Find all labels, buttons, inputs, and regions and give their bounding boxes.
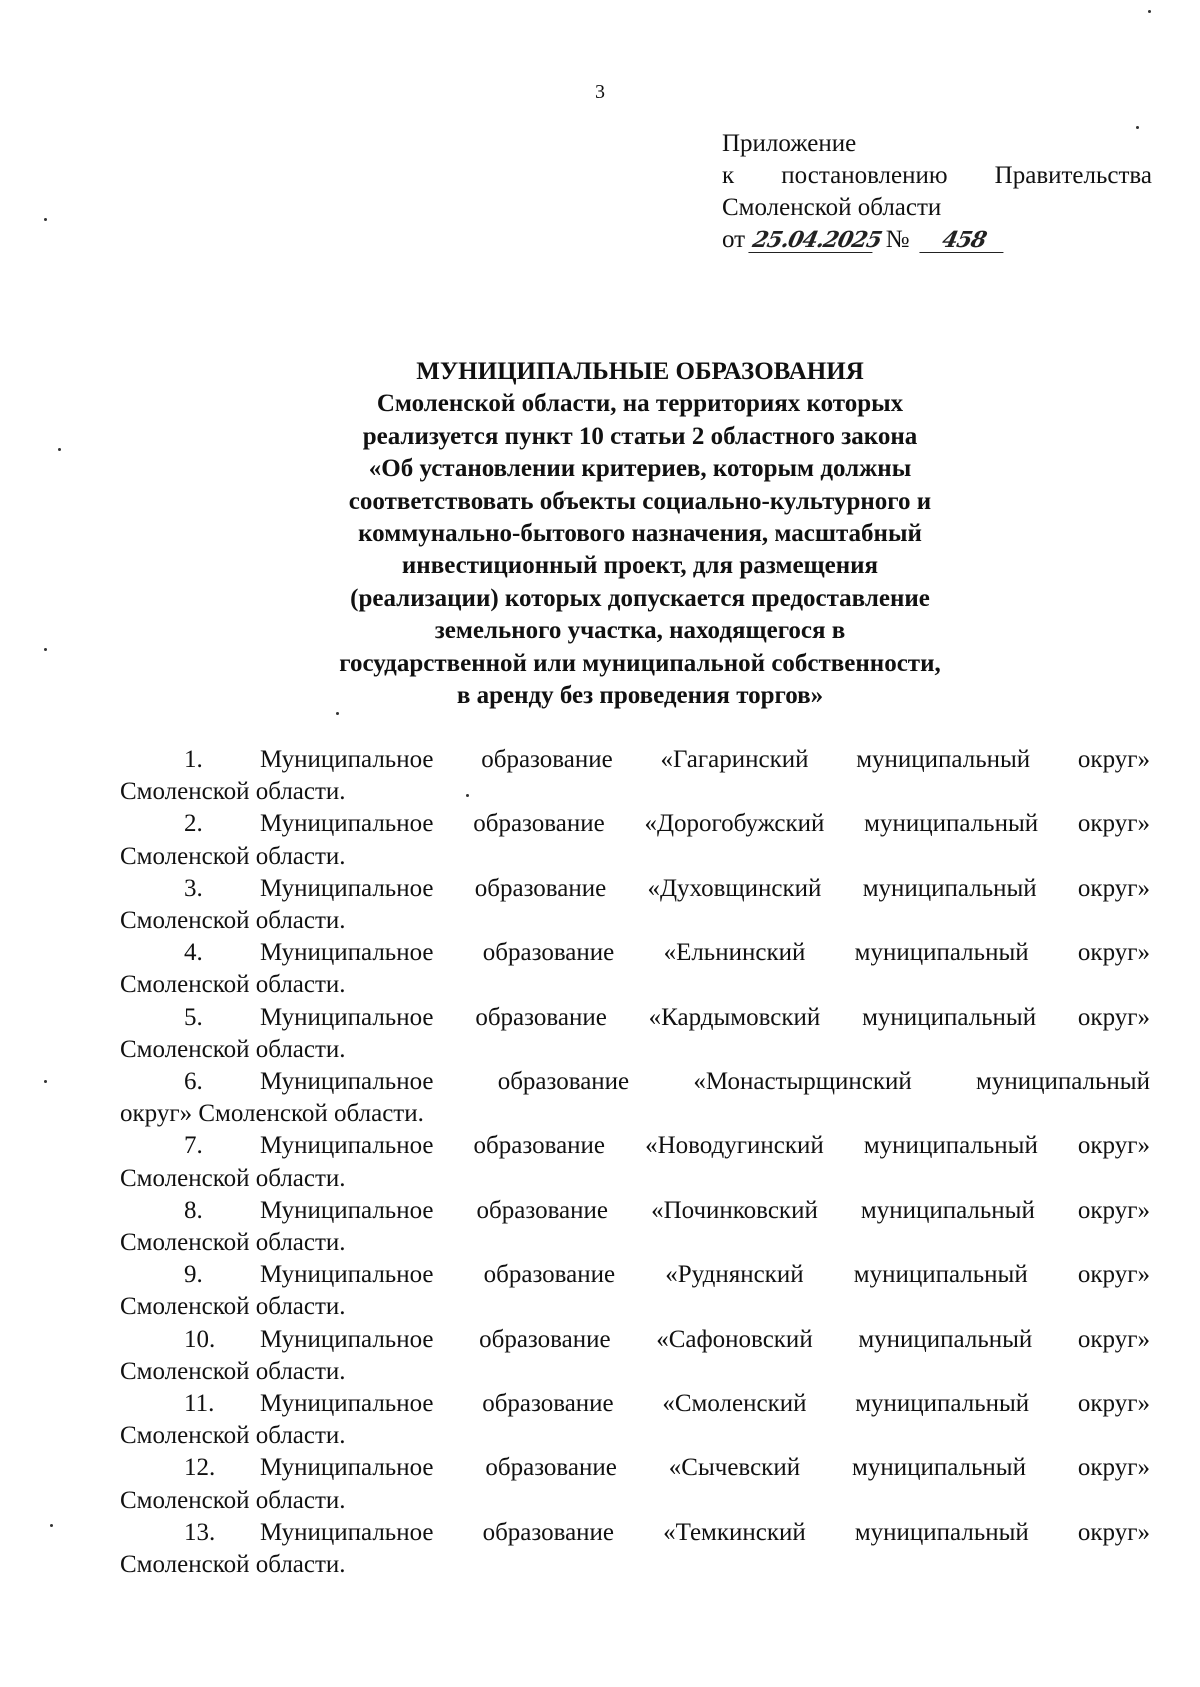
list-item-word: «Дорогобужский — [644, 810, 825, 838]
list-item — [120, 1130, 1150, 1194]
list-item-word: округ» — [1077, 1261, 1150, 1289]
list-item-first-line — [120, 1324, 1150, 1356]
list-item-word: Муниципальное — [260, 1132, 434, 1160]
list-item-lead — [184, 1130, 433, 1162]
list-item-number: 11. — [184, 1390, 215, 1418]
list-item-first-line — [120, 1066, 1150, 1098]
list-item-word: образование — [482, 1390, 614, 1418]
list-item-word: «Темкинский — [663, 1518, 806, 1546]
appendix-word: постановлению — [781, 162, 948, 189]
list-item — [120, 1002, 1150, 1066]
list-item-word: муниципальный — [976, 1068, 1150, 1096]
list-item-first-line — [120, 1130, 1150, 1162]
list-item-word: «Починковский — [651, 1196, 818, 1224]
list-item-word: Муниципальное — [260, 810, 434, 838]
list-item-word: Муниципальное — [260, 1196, 434, 1224]
title-line: «Об установлении критериев, которым должны — [368, 455, 912, 483]
list-item-word: «Руднянский — [665, 1261, 804, 1289]
list-item-word: муниципальный — [860, 1196, 1035, 1224]
municipality-list — [120, 744, 1150, 1581]
list-item — [120, 1517, 1150, 1581]
title-line: МУНИЦИПАЛЬНЫЕ ОБРАЗОВАНИЯ — [416, 358, 864, 385]
list-item-number: 8. — [184, 1196, 203, 1224]
from-label: от — [722, 226, 746, 253]
list-item-continuation: Смоленской области. — [120, 1035, 346, 1063]
list-item-word: округ» — [1077, 1196, 1150, 1224]
list-item-number: 10. — [184, 1325, 216, 1353]
list-item-word: «Духовщинский — [647, 874, 822, 902]
list-item-continuation: округ» Смоленской области. — [120, 1100, 424, 1128]
list-item-word: образование — [497, 1068, 630, 1096]
list-item-word: образование — [473, 1132, 606, 1160]
list-item-lead — [184, 1324, 433, 1356]
list-item-word: «Сафоновский — [656, 1325, 813, 1353]
list-item-first-line — [120, 1002, 1150, 1034]
list-item-first-line — [120, 1259, 1150, 1291]
list-item-number: 2. — [184, 810, 203, 838]
list-item-word: образование — [481, 746, 613, 773]
title-line: инвестиционный проект, для размещения — [401, 552, 879, 580]
scan-speck — [1148, 10, 1151, 13]
list-item — [120, 1259, 1150, 1323]
list-item-lead — [184, 1452, 433, 1484]
list-item-number: 3. — [184, 874, 203, 902]
list-item-continuation: Смоленской области. — [120, 842, 346, 870]
scan-speck — [58, 448, 61, 451]
list-item-first-line — [120, 873, 1150, 905]
handwritten-number: 458 — [919, 228, 1008, 253]
list-item-word: образование — [482, 1518, 615, 1546]
list-item-word: «Кардымовский — [648, 1003, 821, 1031]
list-item-number: 7. — [184, 1132, 203, 1160]
scan-speck — [50, 1524, 53, 1527]
title-line: в аренду без проведения торгов» — [456, 682, 824, 710]
list-item-word: Муниципальное — [260, 1003, 434, 1031]
document-title — [260, 356, 1020, 712]
list-item-word: округ» — [1077, 874, 1150, 902]
list-item-word: Муниципальное — [260, 1454, 434, 1482]
list-item-word: округ» — [1077, 1325, 1150, 1353]
list-item-word: образование — [483, 1261, 616, 1289]
list-item-number: 13. — [184, 1518, 216, 1546]
list-item-continuation: Смоленской области. — [120, 1229, 346, 1257]
list-item-first-line — [120, 808, 1150, 840]
list-item-word: Муниципальное — [260, 1325, 434, 1353]
list-item-first-line — [120, 1388, 1150, 1420]
list-item-word: образование — [482, 939, 615, 967]
list-item-word: Муниципальное — [260, 874, 434, 902]
title-line: земельного участка, находящегося в — [434, 617, 846, 645]
list-item-lead — [184, 937, 433, 969]
list-item-continuation: Смоленской области. — [120, 1422, 346, 1450]
list-item — [120, 1195, 1150, 1259]
list-item-continuation: Смоленской области. — [120, 1164, 346, 1192]
list-item-word: муниципальный — [852, 1454, 1026, 1482]
list-item-word: муниципальный — [854, 939, 1029, 967]
list-item-number: 12. — [184, 1454, 216, 1482]
number-label: № — [885, 226, 910, 253]
list-item-word: муниципальный — [853, 1261, 1028, 1289]
list-item-word: округ» — [1077, 1003, 1150, 1031]
list-item-word: Муниципальное — [260, 1261, 434, 1289]
title-line: (реализации) которых допускается предоставление — [350, 584, 930, 612]
list-item-word: «Гагаринский — [660, 746, 809, 773]
title-line: соответствовать объекты социально-культурного и — [348, 487, 932, 515]
list-item-continuation: Смоленской области. — [120, 778, 346, 806]
list-item — [120, 1324, 1150, 1388]
scan-speck — [44, 648, 47, 651]
list-item-lead — [184, 1002, 433, 1034]
list-item-word: Муниципальное — [260, 1068, 434, 1096]
title-line: Смоленской области, на территориях которых — [376, 390, 904, 418]
list-item-word: Муниципальное — [260, 1390, 434, 1418]
list-item-word: образование — [479, 1325, 611, 1353]
title-line: коммунально-бытового назначения, масштабный — [358, 520, 922, 548]
list-item-continuation: Смоленской области. — [120, 1551, 346, 1579]
list-item-lead — [184, 873, 433, 905]
list-item-continuation: Смоленской области. — [120, 1293, 346, 1321]
list-item-continuation: Смоленской области. — [120, 907, 346, 935]
list-item-first-line — [120, 1452, 1150, 1484]
list-item — [120, 937, 1150, 1001]
list-item-word: «Новодугинский — [645, 1132, 824, 1160]
list-item-word: округ» — [1077, 810, 1150, 838]
appendix-region: Смоленской области — [722, 194, 942, 221]
list-item-lead — [184, 744, 433, 776]
list-item-first-line — [120, 1195, 1150, 1227]
list-item-word: образование — [475, 1003, 607, 1031]
list-item-number: 6. — [184, 1068, 203, 1096]
list-item-number: 4. — [184, 939, 203, 967]
list-item-word: округ» — [1077, 1454, 1150, 1482]
list-item-lead — [184, 1259, 433, 1291]
list-item-word: муниципальный — [862, 1003, 1037, 1031]
list-item-first-line — [120, 937, 1150, 969]
scan-speck — [44, 218, 47, 221]
list-item-word: округ» — [1077, 939, 1150, 967]
list-item-word: образование — [485, 1454, 617, 1482]
list-item — [120, 808, 1150, 872]
list-item-word: округ» — [1077, 1390, 1150, 1418]
title-line: государственной или муниципальной собственности, — [339, 649, 941, 677]
list-item-lead — [184, 1066, 433, 1098]
list-item-word: муниципальный — [855, 1390, 1030, 1418]
list-item — [120, 1452, 1150, 1516]
list-item-word: Муниципальное — [260, 746, 434, 773]
list-item-first-line — [120, 744, 1150, 776]
page-number: 3 — [595, 81, 605, 103]
list-item — [120, 1066, 1150, 1130]
list-item-word: муниципальный — [856, 746, 1031, 773]
appendix-heading: Приложение — [722, 130, 857, 157]
list-item-continuation: Смоленской области. — [120, 971, 346, 999]
list-item-word: Муниципальное — [260, 1518, 434, 1546]
list-item — [120, 873, 1150, 937]
scan-speck — [44, 1080, 47, 1083]
list-item — [120, 744, 1150, 808]
list-item-word: округ» — [1077, 1132, 1150, 1160]
appendix-block — [722, 128, 1152, 256]
list-item-number: 1. — [184, 746, 203, 773]
list-item-word: Муниципальное — [260, 939, 434, 967]
scan-speck — [1136, 126, 1139, 129]
list-item-lead — [184, 1388, 433, 1420]
scan-speck — [466, 794, 469, 797]
list-item-word: муниципальный — [864, 810, 1039, 838]
appendix-word: Правительства — [994, 162, 1152, 189]
list-item-word: округ» — [1077, 746, 1150, 773]
title-line: реализуется пункт 10 статьи 2 областного закона — [362, 422, 918, 450]
appendix-word: к — [722, 162, 735, 189]
list-item-word: муниципальный — [862, 874, 1037, 902]
handwritten-date: 25.04.2025 — [750, 227, 885, 253]
list-item-word: муниципальный — [863, 1132, 1038, 1160]
list-item — [120, 1388, 1150, 1452]
list-item-word: образование — [474, 874, 607, 902]
list-item-word: «Монастырщинский — [693, 1068, 912, 1096]
scan-speck — [336, 712, 339, 715]
list-item-word: «Смоленский — [662, 1390, 807, 1418]
list-item-number: 5. — [184, 1003, 203, 1031]
list-item-continuation: Смоленской области. — [120, 1486, 346, 1514]
list-item-word: образование — [473, 810, 605, 838]
list-item-word: муниципальный — [854, 1518, 1029, 1546]
list-item-word: округ» — [1077, 1518, 1150, 1546]
list-item-word: муниципальный — [858, 1325, 1033, 1353]
list-item-continuation: Смоленской области. — [120, 1357, 346, 1385]
list-item-lead — [184, 1195, 433, 1227]
appendix-date-number-line — [722, 224, 1152, 256]
list-item-word: «Сычевский — [668, 1454, 801, 1482]
list-item-lead — [184, 808, 433, 840]
list-item-word: образование — [476, 1196, 609, 1224]
list-item-word: «Ельнинский — [663, 939, 806, 967]
appendix-resolution-line — [722, 160, 1152, 192]
list-item-number: 9. — [184, 1261, 203, 1289]
list-item-lead — [184, 1517, 433, 1549]
list-item-first-line — [120, 1517, 1150, 1549]
